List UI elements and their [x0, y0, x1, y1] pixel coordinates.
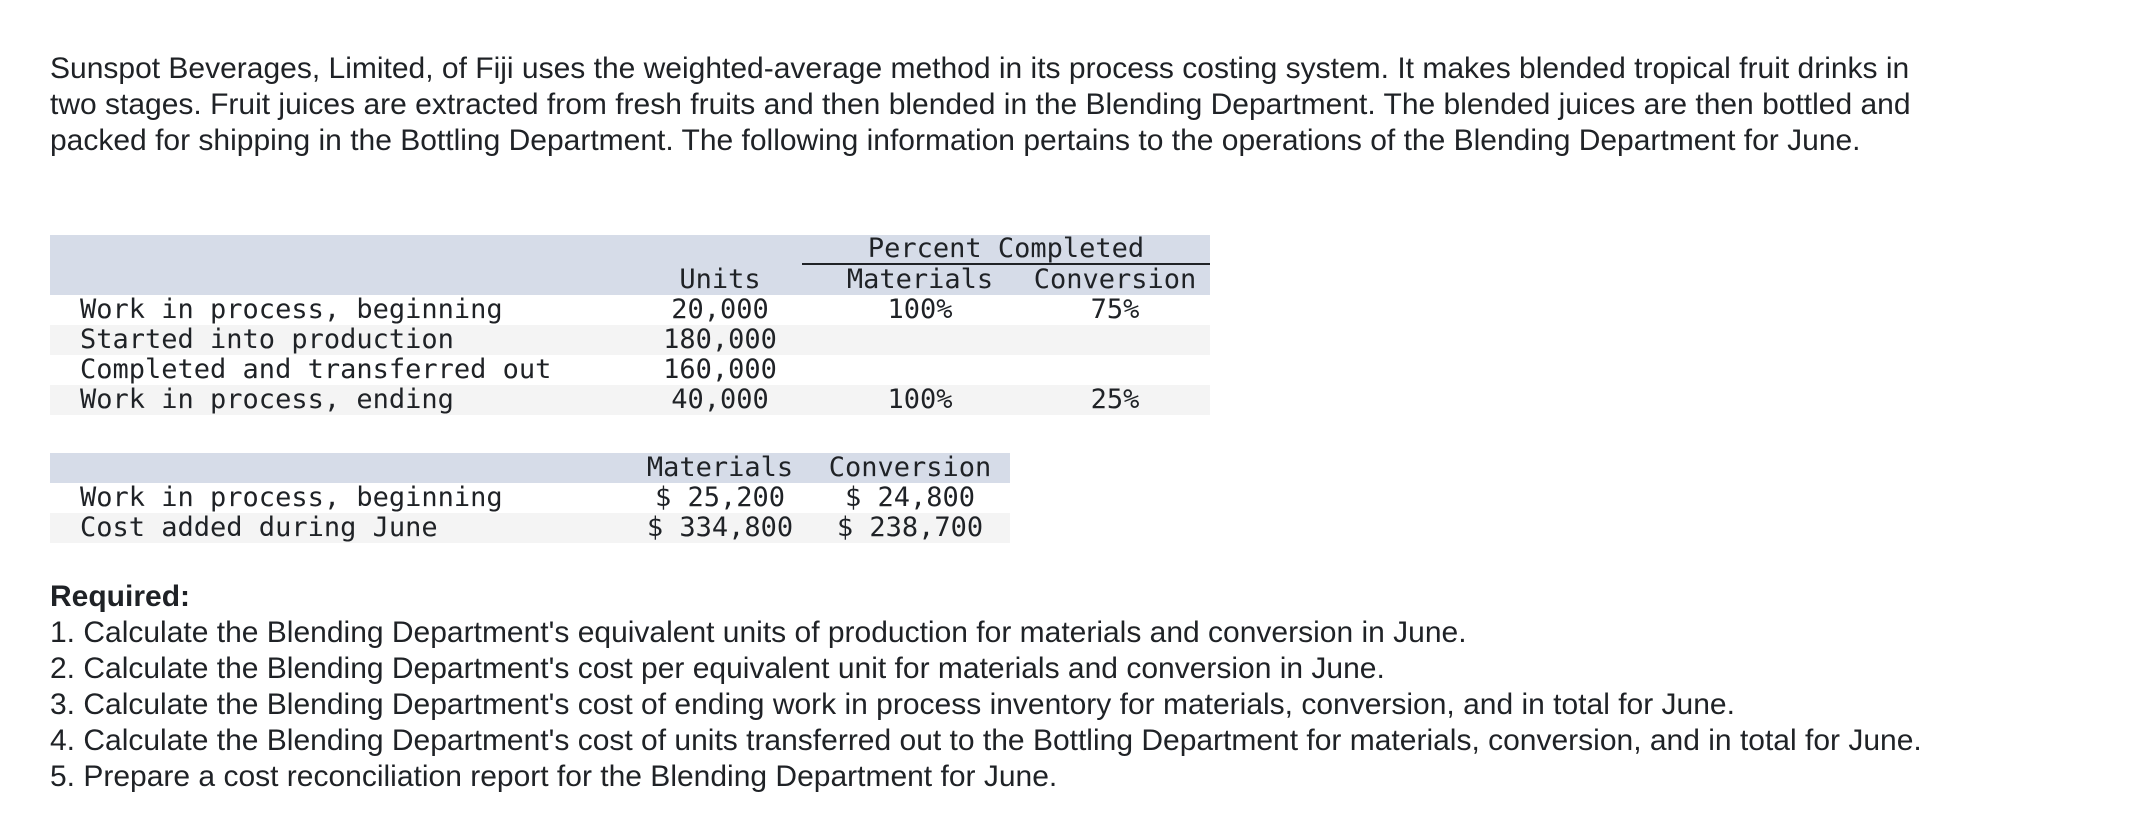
table-row: [50, 513, 1010, 543]
required-item: 2. Calculate the Blending Department's cost per equivalent unit for materials and conversion in June.: [50, 652, 1385, 685]
cost-table: [50, 453, 1010, 543]
materials-cost: $ 334,800: [646, 512, 794, 543]
cost-table-header: [50, 453, 1010, 483]
row-label: Work in process, beginning: [80, 482, 503, 513]
units-value: 20,000: [671, 294, 769, 325]
table-row: [50, 483, 1010, 513]
conversion-col-header: Conversion: [1033, 264, 1197, 295]
problem-intro: Sunspot Beverages, Limited, of Fiji uses the weighted-average method in its process costing system. It makes blended tropical fruit drinks in two stages. Fruit juices are extracted from fresh fruits and then blended in the Blending Department. The blended juices are then bottled and packed for shipping in the Bottling Department. The following information pertains to the operations of the Blending Department for June.: [50, 52, 1911, 157]
conversion-cost: $ 238,700: [836, 512, 984, 543]
required-item: 1. Calculate the Blending Department's equivalent units of production for materials and conversion in June.: [50, 616, 1467, 649]
materials-col-header: Materials: [646, 452, 794, 483]
row-label: Work in process, ending: [80, 384, 454, 415]
units-table: [50, 235, 1210, 415]
row-label: Cost added during June: [80, 512, 438, 543]
table-row: [50, 355, 1210, 385]
materials-cost: $ 25,200: [654, 482, 786, 513]
required-item: 3. Calculate the Blending Department's cost of ending work in process inventory for materials, conversion, and in total for June.: [50, 688, 1735, 721]
units-value: 160,000: [663, 354, 777, 385]
materials-percent: 100%: [887, 384, 953, 415]
percent-completed-header: Percent Completed: [802, 235, 1210, 265]
conversion-percent: 25%: [1090, 384, 1140, 415]
conversion-percent: 75%: [1090, 294, 1140, 325]
units-col-header: Units: [679, 264, 761, 295]
row-label: Completed and transferred out: [80, 354, 552, 385]
row-label: Work in process, beginning: [80, 294, 503, 325]
conversion-col-header: Conversion: [828, 452, 992, 483]
conversion-cost: $ 24,800: [844, 482, 976, 513]
materials-percent: 100%: [887, 294, 953, 325]
row-label: Started into production: [80, 324, 454, 355]
required-item: 5. Prepare a cost reconciliation report for the Blending Department for June.: [50, 760, 1058, 793]
table-row: [50, 295, 1210, 325]
table-row: [50, 325, 1210, 355]
table-row: [50, 385, 1210, 415]
required-section: [50, 579, 1950, 795]
units-value: 40,000: [671, 384, 769, 415]
materials-col-header: Materials: [846, 264, 994, 295]
units-value: 180,000: [663, 324, 777, 355]
required-heading: Required:: [50, 580, 191, 613]
units-table-header: [50, 235, 1210, 295]
required-item: 4. Calculate the Blending Department's cost of units transferred out to the Bottling Department for materials, conversion, and in total for June.: [50, 724, 1922, 757]
